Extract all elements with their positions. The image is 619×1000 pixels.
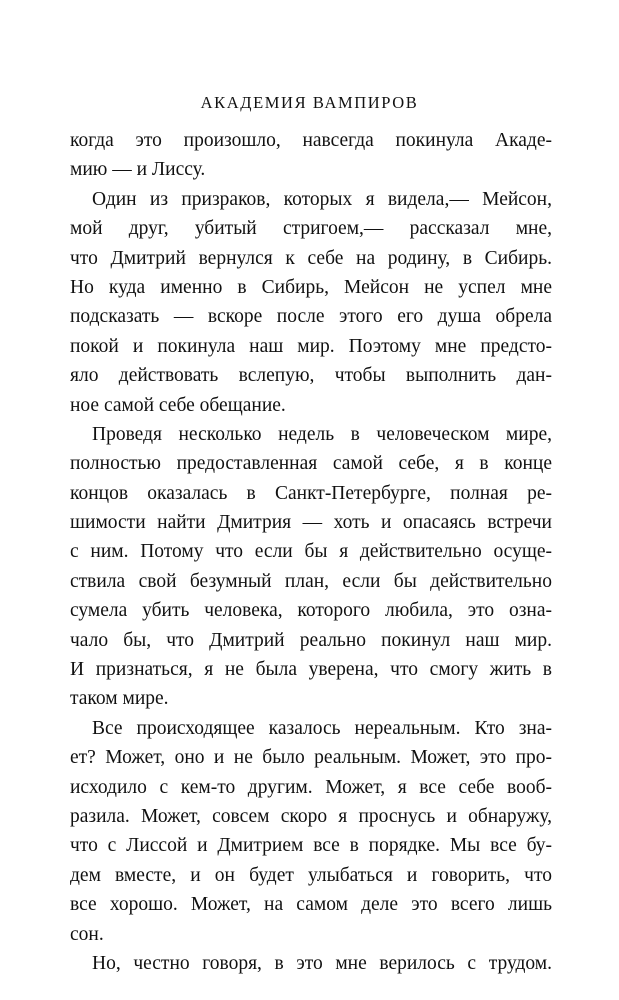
text-line: дем вместе, и он будет улыбаться и говорить, что <box>70 864 552 886</box>
text-line: с ним. Потому что если бы я действительно осуще- <box>70 541 552 563</box>
body-text <box>70 126 552 978</box>
running-head: АКАДЕМИЯ ВАМПИРОВ <box>200 93 419 112</box>
text-line: ствила свой безумный план, если бы действительно <box>70 570 552 592</box>
text-line: разила. Может, совсем скоро я проснусь и обнаружу, <box>70 805 552 827</box>
text-line: Один из призраков, которых я видела,— Мейсон, <box>92 188 552 210</box>
text-line: Но куда именно в Сибирь, Мейсон не успел мне <box>70 276 552 298</box>
text-line: что Дмитрий вернулся к себе на родину, в Сибирь. <box>70 247 552 269</box>
text-line: И признаться, я не была уверена, что смогу жить в <box>70 659 552 681</box>
text-line: таком мире. <box>70 688 169 710</box>
text-line: шимости найти Дмитрия — хоть и опасаясь встречи <box>70 512 552 534</box>
text-line: сумела убить человека, которого любила, это озна- <box>70 600 552 622</box>
text-line: Но, честно говоря, в это мне верилось с трудом. <box>92 952 552 974</box>
text-line: ное самой себе обещание. <box>70 394 286 416</box>
text-line: подсказать — вскоре после этого его душа обрела <box>70 306 552 328</box>
text-line: сон. <box>70 923 104 945</box>
text-line: яло действовать вслепую, чтобы выполнить дан- <box>70 365 552 387</box>
text-line: покой и покинула наш мир. Поэтому мне предсто- <box>70 335 552 357</box>
text-line: исходило с кем-то другим. Может, я все себе вооб- <box>70 776 552 798</box>
text-line: когда это произошло, навсегда покинула Акаде- <box>70 130 552 151</box>
text-line: Проведя несколько недель в человеческом мире, <box>92 423 552 445</box>
text-line: ет? Может, оно и не было реальным. Может, это про- <box>70 747 552 769</box>
text-line: Все происходящее казалось нереальным. Кто зна- <box>92 717 552 739</box>
text-line: концов оказалась в Санкт-Петербурге, полная ре- <box>70 482 552 504</box>
text-line: мию — и Лиссу. <box>70 159 206 181</box>
text-line: все хорошо. Может, на самом деле это всего лишь <box>70 894 552 916</box>
text-line: чало бы, что Дмитрий реально покинул наш мир. <box>70 629 552 651</box>
text-line: что с Лиссой и Дмитрием все в порядке. Мы все бу- <box>70 835 552 857</box>
text-line: полностью предоставленная самой себе, я в конце <box>70 453 552 475</box>
text-line: мой друг, убитый стригоем,— рассказал мне, <box>70 218 552 240</box>
